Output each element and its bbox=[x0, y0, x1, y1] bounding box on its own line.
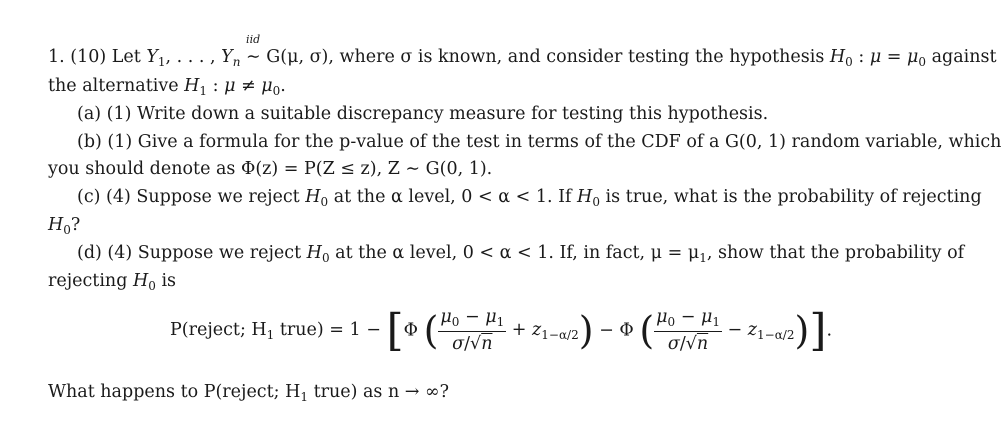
part-c-line-2: $H_0$? bbox=[48, 215, 81, 237]
text: is true, what is the probability of rejecting bbox=[599, 187, 982, 207]
text: against bbox=[926, 47, 997, 67]
problem-line-2: the alternative $H_1$ : $\mu \ne \mu_0$. bbox=[48, 76, 286, 98]
text: is bbox=[155, 271, 177, 291]
part-d-line-2: rejecting $H_0$ is bbox=[48, 271, 177, 293]
part-a bbox=[77, 106, 768, 124]
text: , show that the probability of bbox=[706, 243, 965, 263]
text: 1. (10) Let bbox=[48, 47, 147, 67]
part-d-line-1: (d) (4) Suppose we reject $H_0$ at the α level, 0 < α < 1. If, in fact, $\mu = \mu_1$, show that the probability of bbox=[77, 243, 965, 265]
text: (c) (4) Suppose we reject bbox=[77, 187, 306, 207]
text: ? bbox=[70, 215, 81, 235]
text: at the α level, 0 < α < 1. If bbox=[328, 187, 578, 207]
text: (d) (4) Suppose we reject bbox=[77, 243, 307, 263]
text: rejecting bbox=[48, 271, 133, 291]
text: G(μ, σ), where σ is known, and consider testing the hypothesis bbox=[260, 47, 830, 67]
text: you should denote as Φ(z) = P(Z ≤ z), Z ∼ G(0, 1). bbox=[48, 159, 493, 179]
iid-label: iid bbox=[246, 33, 261, 46]
text: (a) (1) Write down a suitable discrepancy measure for testing this hypothesis. bbox=[77, 104, 769, 124]
text: the alternative bbox=[48, 76, 185, 96]
problem-line-1: 1. (10) Let $Y_1$, . . . , $Y_n$ iid ∼ G(μ, σ), where σ is known, and consider testing the hypothesis $H_0$ : $\mu = \mu_0$ against bbox=[48, 33, 997, 69]
formula-lhs-2: true) = 1 − bbox=[274, 319, 381, 340]
text: What happens to P(reject; H bbox=[48, 382, 301, 402]
probability-formula: P(reject; $H_1$ true) = 1 − [Φ ( $\frac{\mu_0 - \mu_1}{\sigma/√n}$ + $z_{1-\alpha/2}) - \Phi$ ( $\frac{\mu_0 - \mu_1}{\sigma/√n}$ − $z_{1-\alpha/2}$)]. bbox=[170, 305, 833, 356]
part-c-line-1: (c) (4) Suppose we reject $H_0$ at the α level, 0 < α < 1. If $H_0$ is true, what is the probability of rejecting bbox=[77, 187, 982, 209]
text: (b) (1) Give a formula for the p-value of the test in terms of the CDF of a G(0, 1) random variable, which bbox=[77, 132, 1001, 152]
part-b-line-1 bbox=[77, 134, 1001, 152]
final-question: What happens to P(reject; $H_1$ true) as n → ∞? bbox=[48, 382, 449, 404]
part-b-line-2 bbox=[48, 161, 492, 179]
text: true) as n → ∞? bbox=[308, 382, 449, 402]
text: at the α level, 0 < α < 1. If, in fact, μ = μ bbox=[329, 243, 700, 263]
formula-lhs: P(reject; H bbox=[170, 319, 267, 340]
